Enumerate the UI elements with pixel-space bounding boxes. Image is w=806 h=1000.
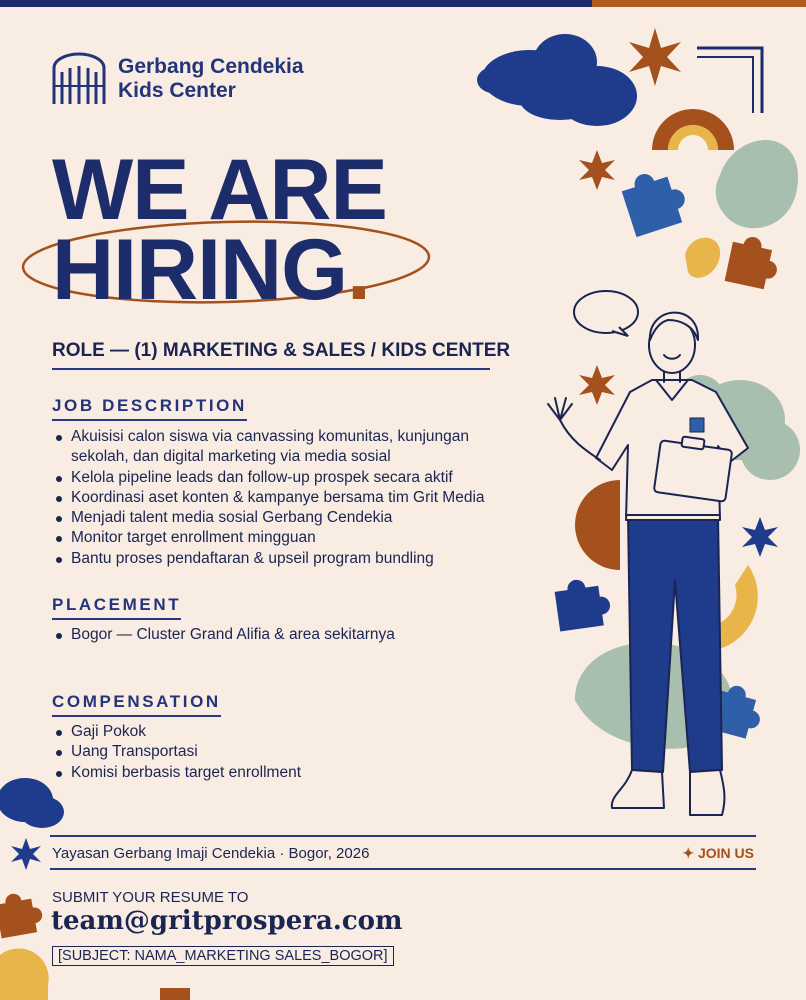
star-icon (742, 517, 778, 557)
star-icon (579, 365, 615, 405)
sage-cloud (675, 375, 800, 480)
brand-logo (50, 50, 304, 108)
list-item: Akuisisi calon siswa via canvassing komunitas, kunjungan sekolah, dan digital marketing via media sosial (55, 427, 485, 468)
puzzle-piece-icon (707, 681, 767, 741)
footer-divider-bottom (50, 868, 756, 870)
footer-divider-top (50, 835, 756, 837)
headline-dot: . (347, 222, 370, 318)
headline-line1: WE ARE (52, 142, 387, 238)
cloud-icon (477, 34, 637, 126)
list-item: Menjadi talent media sosial Gerbang Cendekia (55, 508, 485, 528)
list-item: Koordinasi aset konten & kampanye bersama tim Grit Media (55, 488, 485, 508)
compensation-list (55, 722, 485, 783)
headline (52, 142, 387, 318)
rust-half-circle (575, 480, 620, 570)
gate-arch-icon (50, 50, 108, 108)
puzzle-piece-icon (160, 988, 190, 1000)
rainbow-arch-icon (652, 109, 734, 150)
mustard-blob (685, 238, 720, 278)
mustard-arc (0, 948, 49, 1000)
speech-bubble-icon (574, 291, 638, 336)
top-bar-accent (592, 0, 806, 7)
star-icon (11, 838, 41, 870)
list-item: Bogor — Cluster Grand Alifia & area sekitarnya (55, 625, 485, 645)
list-item: Monitor target enrollment mingguan (55, 528, 485, 548)
list-item: Komisi berbasis target enrollment (55, 763, 485, 783)
person-with-clipboard-illustration (548, 313, 748, 815)
headline-hiring: HIRING (52, 222, 347, 318)
brand-name-line2: Kids Center (118, 79, 236, 102)
star-icon (579, 150, 615, 190)
cloud-icon (0, 778, 64, 828)
job-description-title: JOB DESCRIPTION (52, 396, 247, 421)
headline-line2 (52, 222, 387, 318)
submit-label: SUBMIT YOUR RESUME TO (52, 889, 249, 906)
brand-name-line1: Gerbang Cendekia (118, 55, 304, 78)
corner-bracket (697, 48, 762, 113)
list-item: Gaji Pokok (55, 722, 485, 742)
organization-text: Yayasan Gerbang Imaji Cendekia · Bogor, 2026 (52, 845, 370, 862)
list-item: Kelola pipeline leads dan follow-up prospek secara aktif (55, 468, 485, 488)
contact-email[interactable]: team@gritprospera.com (51, 906, 403, 936)
puzzle-piece-icon (725, 233, 783, 291)
sage-blob (575, 642, 733, 748)
corner-bracket-inner (697, 57, 753, 113)
puzzle-piece-icon (553, 576, 612, 632)
list-item: Uang Transportasi (55, 742, 485, 762)
compensation-title: COMPENSATION (52, 692, 221, 717)
job-description-list (55, 427, 485, 569)
mustard-arc (715, 565, 758, 650)
role-title: ROLE — (1) MARKETING & SALES / KIDS CENTER (52, 340, 490, 370)
sage-blob (716, 140, 798, 228)
email-subject: [SUBJECT: NAMA_MARKETING SALES_BOGOR] (52, 946, 394, 966)
placement-list (55, 625, 485, 645)
puzzle-piece-icon (0, 889, 45, 938)
puzzle-piece-icon (619, 164, 692, 237)
join-us-link[interactable]: ✦ JOIN US (682, 845, 754, 861)
list-item: Bantu proses pendaftaran & upseil program bundling (55, 549, 485, 569)
placement-title: PLACEMENT (52, 595, 181, 620)
star-icon (629, 28, 681, 86)
